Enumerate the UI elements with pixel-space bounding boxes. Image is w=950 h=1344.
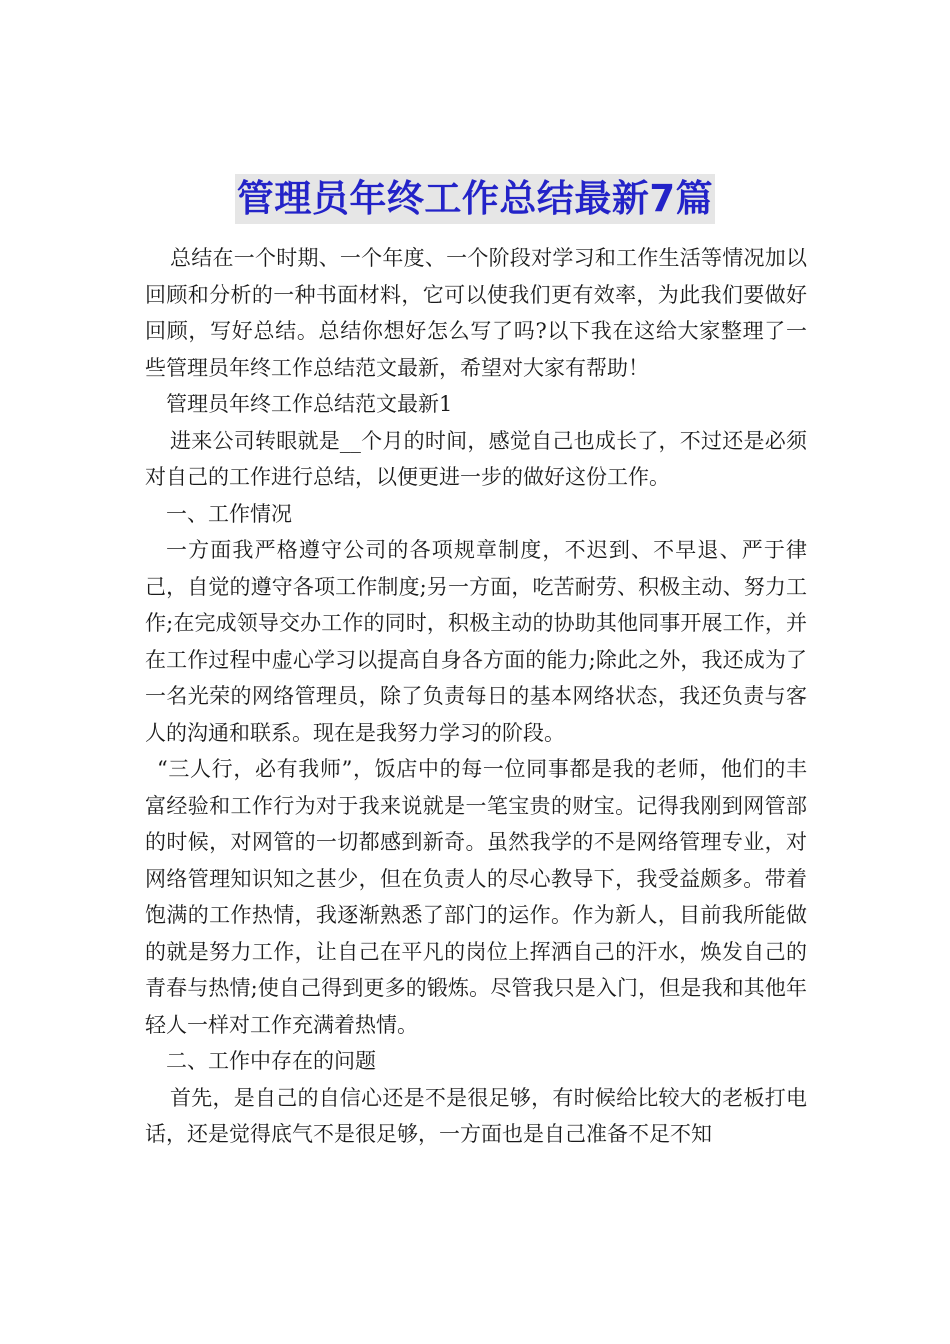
subheading-work-situation: 一、工作情况 [166, 501, 292, 526]
section-title-sample-1: 管理员年终工作总结范文最新1 [166, 392, 453, 416]
title-block [0, 174, 950, 224]
document-body [145, 240, 807, 1153]
body-paragraph: 首先，是自己的自信心还是不是很足够，有时候给比较大的老板打电话，还是觉得底气不是很足够，一方面也是自己准备不足不知 [145, 1085, 807, 1146]
body-paragraph: 进来公司转眼就是__个月的时间，感觉自己也成长了，不过还是必须对自己的工作进行总结，以便更进一步的做好这份工作。 [145, 428, 807, 489]
intro-paragraph: 总结在一个时期、一个年度、一个阶段对学习和工作生活等情况加以回顾和分析的一种书面材料，它可以使我们更有效率，为此我们要做好回顾，写好总结。总结你想好怎么写了吗?以下我在这给大家整理了一些管理员年终工作总结范文最新，希望对大家有帮助！ [145, 246, 807, 380]
subheading-problems: 二、工作中存在的问题 [166, 1049, 376, 1073]
body-paragraph-quote: “三人行，必有我师”，饭店中的每一位同事都是我的老师，他们的丰富经验和工作行为对于我来说就是一笔宝贵的财宝。记得我刚到网管部的时候，对网管的一切都感到新奇。虽然我学的不是网络管理专业，对网络管理知识知之甚少，但在负责人的尽心教导下，我受益颇多。带着饱满的工作热情，我逐渐熟悉了部门的运作。作为新人，目前我所能做的就是努力工作，让自己在平凡的岗位上挥洒自己的汗水，焕发自己的青春与热情;使自己得到更多的锻炼。尽管我只是入门，但是我和其他年轻人一样对工作充满着热情。 [145, 757, 807, 1037]
document-title: 管理员年终工作总结最新7篇 [235, 174, 715, 224]
body-paragraph: 一方面我严格遵守公司的各项规章制度，不迟到、不早退、严于律己，自觉的遵守各项工作制度;另一方面，吃苦耐劳、积极主动、努力工作;在完成领导交办工作的同时，积极主动的协助其他同事开展工作，并在工作过程中虚心学习以提高自身各方面的能力;除此之外，我还成为了一名光荣的网络管理员，除了负责每日的基本网络状态，我还负责与客人的沟通和联系。现在是我努力学习的阶段。 [145, 538, 807, 745]
